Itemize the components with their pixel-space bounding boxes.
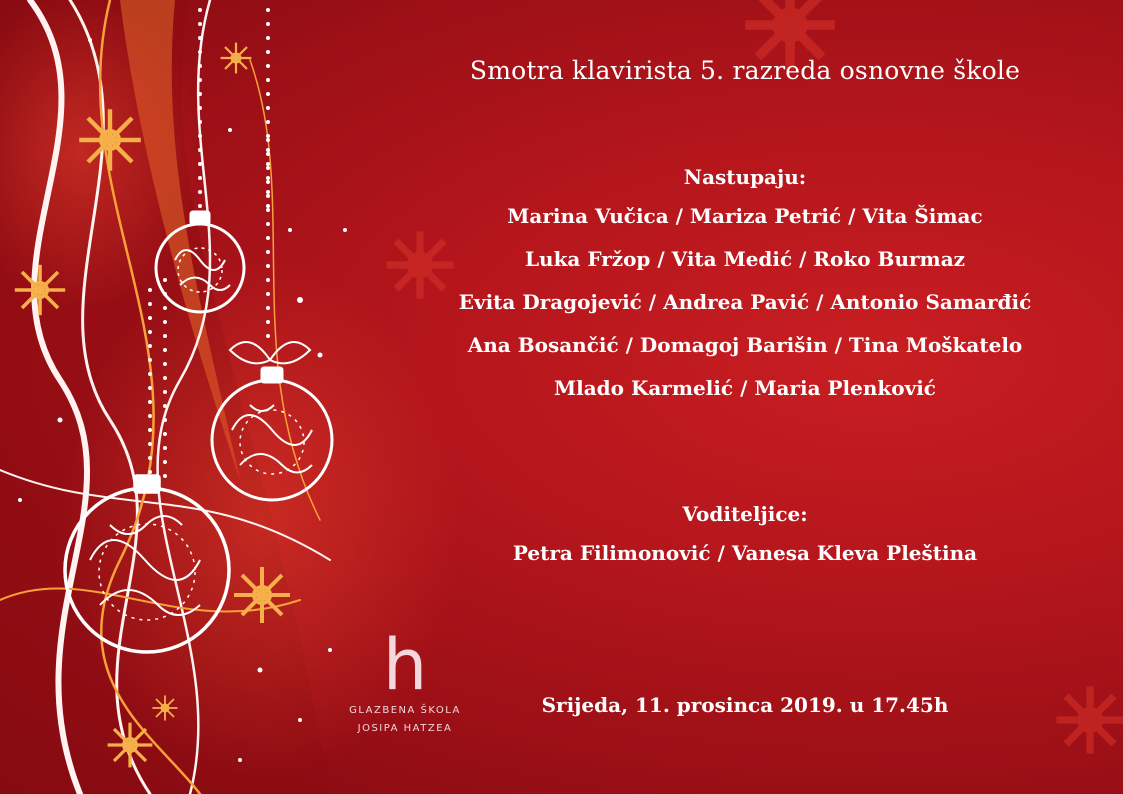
hosts-heading: Voditeljice: xyxy=(682,502,808,526)
event-title: Smotra klavirista 5. razreda osnovne škole xyxy=(469,56,1021,85)
event-date-time: Srijeda, 11. prosinca 2019. u 17.45h xyxy=(541,693,949,717)
logo-line-1: GLAZBENA ŠKOLA xyxy=(349,705,461,716)
hosts-names: Petra Filimonović / Vanesa Kleva Pleština xyxy=(512,541,978,565)
performer-line: Luka Fržop / Vita Medić / Roko Burmaz xyxy=(524,247,966,271)
performer-line: Marina Vučica / Mariza Petrić / Vita Šimac xyxy=(507,204,983,228)
school-logo xyxy=(335,624,475,736)
performer-line: Ana Bosančić / Domagoj Barišin / Tina Moškatelo xyxy=(467,333,1023,357)
logo-mark: h xyxy=(382,624,428,706)
performer-line: Mlado Karmelić / Maria Plenković xyxy=(553,376,936,400)
logo-line-2: JOSIPA HATZEA xyxy=(357,723,453,734)
performers-heading: Nastupaju: xyxy=(683,165,807,189)
performer-line: Evita Dragojević / Andrea Pavić / Antonio Samarđić xyxy=(458,290,1032,314)
performers-list xyxy=(400,195,1090,410)
